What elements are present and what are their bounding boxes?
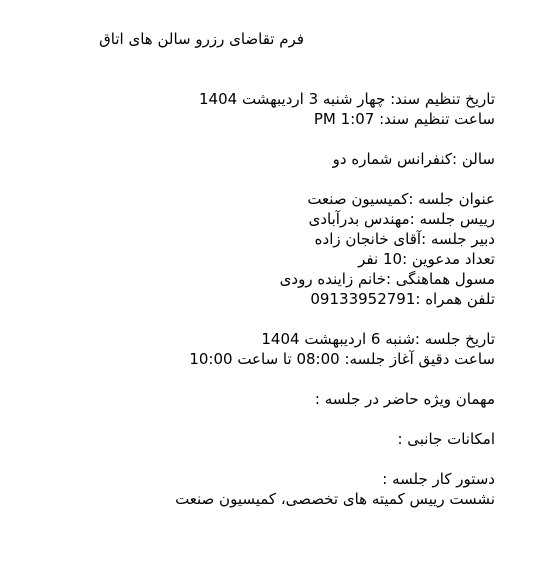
hall-name: سالن :کنفرانس شماره دو [332,150,495,168]
form-title: فرم تقاضای رزرو سالن های اتاق [99,30,304,48]
coordinator: مسول هماهنگی :خانم زاینده رودی [279,270,495,288]
meeting-chair: رییس جلسه :مهندس بدرآبادی [308,210,495,228]
document-time: ساعت تنظیم سند: 1:07 PM [313,110,495,128]
document-date: تاریخ تنظیم سند: چهار شنبه 3 اردیبهشت 1404 [199,90,495,108]
meeting-secretary: دبیر جلسه :آقای خانجان زاده [314,230,495,248]
mobile-number: تلفن همراه :09133952791 [310,290,495,308]
agenda-text: نشست رییس کمیته های تخصصی، کمیسیون صنعت [175,490,495,508]
meeting-time: ساعت دقیق آغاز جلسه: 08:00 تا ساعت 10:00 [189,350,495,368]
facilities: امکانات جانبی : [397,430,495,448]
meeting-date: تاریخ جلسه :شنبه 6 اردیبهشت 1404 [261,330,495,348]
agenda-label: دستور کار جلسه : [382,470,495,488]
special-guests: مهمان ویژه حاضر در جلسه : [314,390,495,408]
meeting-title: عنوان جلسه :کمیسیون صنعت [307,190,495,208]
invitee-count: تعداد مدعوین :10 نفر [358,250,495,268]
